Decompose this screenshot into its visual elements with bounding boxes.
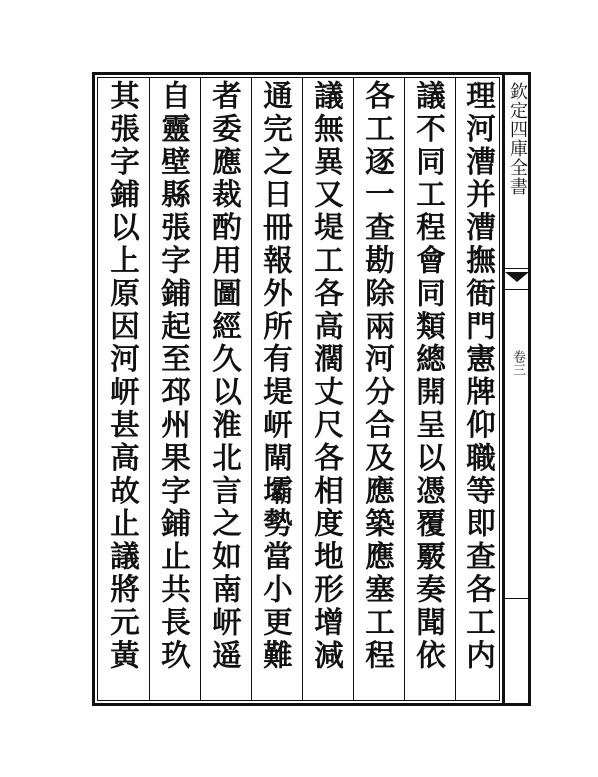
column-rule bbox=[200, 77, 201, 701]
column-rule bbox=[455, 77, 456, 701]
text-column-5: 通完之日冊報外所有堤岍閘壩勢當小更難 bbox=[259, 80, 294, 673]
book-title: 欽定四庫全書 bbox=[507, 82, 528, 196]
column-rule bbox=[251, 77, 252, 701]
column-rule bbox=[353, 77, 354, 701]
column-rule bbox=[302, 77, 303, 701]
margin-divider bbox=[505, 598, 529, 599]
text-column-4: 議無異又堤工各高濶丈尺各相度地形增減 bbox=[310, 80, 345, 673]
text-column-2: 議不同工程會同類總開呈以憑覆覈奏聞依 bbox=[412, 80, 447, 673]
column-rule bbox=[149, 77, 150, 701]
centre-margin-rule bbox=[528, 72, 531, 706]
text-column-8: 其張字鋪以上原因河岍甚高故止議將元黃 bbox=[106, 80, 141, 673]
fishtail-mark bbox=[505, 268, 529, 290]
volume-label: 卷三 bbox=[510, 350, 525, 376]
text-column-3: 各工逐一查勘除兩河分合及應築應塞工程 bbox=[361, 80, 396, 673]
text-column-6: 者委應裁酌用圖經久以淮北言之如南岍遥 bbox=[208, 80, 243, 673]
text-column-7: 自靈壁縣張字鋪起至邳州果字鋪止共長玖 bbox=[157, 80, 192, 673]
text-column-1: 理河漕并漕撫衙門憲牌仰職等即查各工内 bbox=[462, 80, 497, 673]
column-rule bbox=[404, 77, 405, 701]
